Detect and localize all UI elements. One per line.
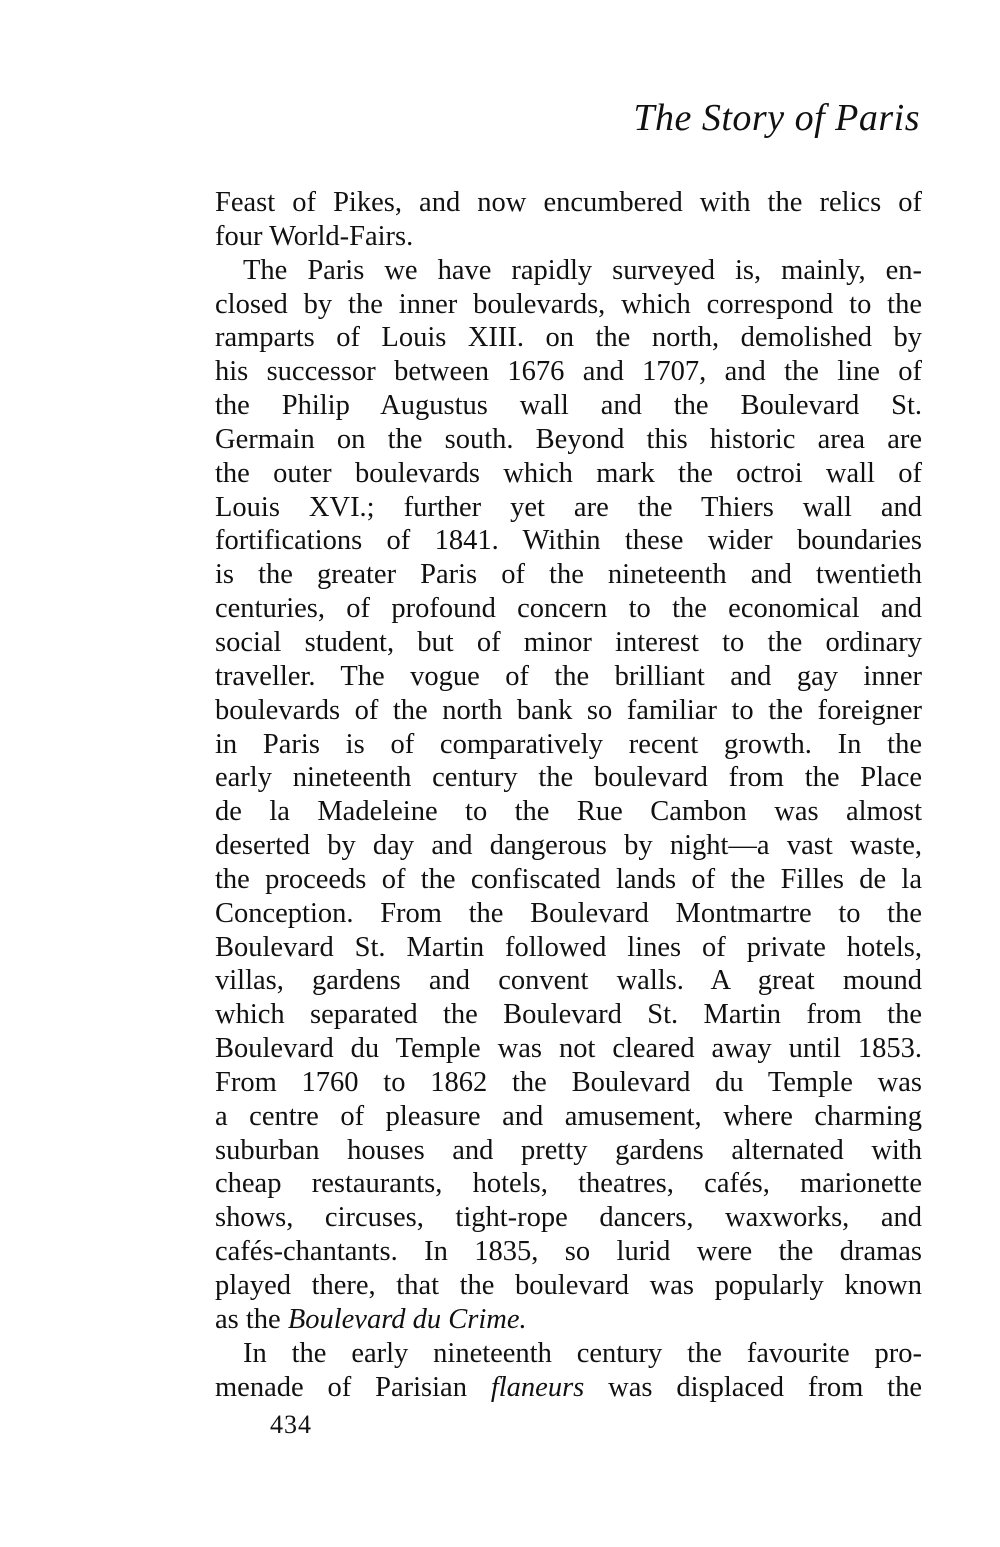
text-segment: is the greater Paris of the nineteenth and twentieth: [215, 559, 922, 591]
text-segment: Louis XVI.; further yet are the Thiers wall and: [215, 491, 922, 523]
text-line: [215, 998, 922, 1032]
text-segment: The Paris we have rapidly surveyed is, mainly, en-: [243, 254, 922, 286]
text-line: [215, 897, 922, 931]
text-segment: cheap restaurants, hotels, theatres, cafés, marionette: [215, 1168, 922, 1200]
text-line: [215, 1269, 922, 1303]
text-line: [215, 355, 922, 389]
text-line: [215, 1201, 922, 1235]
text-segment: was displaced from the: [584, 1371, 922, 1403]
text-line: [215, 220, 922, 254]
text-segment: Boulevard du Temple was not cleared away until 1853.: [215, 1033, 922, 1065]
text-line: [215, 1167, 922, 1201]
text-segment: closed by the inner boulevards, which correspond to the: [215, 288, 922, 320]
italic-text: flaneurs: [490, 1371, 585, 1403]
text-segment: shows, circuses, tight-rope dancers, waxworks, and: [215, 1202, 922, 1234]
text-line: [215, 558, 922, 592]
text-line: [215, 1371, 922, 1405]
text-segment: the Philip Augustus wall and the Boulevard St.: [215, 390, 922, 422]
text-line: [215, 423, 922, 457]
text-segment: the proceeds of the confiscated lands of the Filles de la: [215, 863, 922, 895]
text-line: [215, 288, 922, 322]
text-line: [215, 761, 922, 795]
text-segment: four World-Fairs.: [215, 220, 414, 252]
text-segment: as the: [215, 1303, 288, 1335]
text-segment: a centre of pleasure and amusement, where charming: [215, 1100, 922, 1132]
text-line: [215, 1134, 922, 1168]
text-line: [215, 457, 922, 491]
text-line: [215, 829, 922, 863]
text-line: [215, 1337, 922, 1371]
text-line: [215, 728, 922, 762]
text-line: [215, 389, 922, 423]
text-line: [215, 321, 922, 355]
text-line: [215, 592, 922, 626]
text-line: [215, 254, 922, 288]
text-segment: villas, gardens and convent walls. A great mound: [215, 965, 922, 997]
text-segment: traveller. The vogue of the brilliant and gay inner: [215, 660, 922, 692]
body-text: [215, 186, 922, 1404]
text-segment: From 1760 to 1862 the Boulevard du Temple was: [215, 1066, 922, 1098]
text-segment: social student, but of minor interest to the ordinary: [215, 626, 922, 658]
text-segment: Boulevard St. Martin followed lines of private hotels,: [215, 931, 922, 963]
text-segment: Germain on the south. Beyond this historic area are: [215, 423, 922, 455]
text-segment: menade of Parisian: [215, 1371, 491, 1403]
text-segment: which separated the Boulevard St. Martin from the: [215, 999, 922, 1031]
text-line: [215, 694, 922, 728]
text-segment: his successor between 1676 and 1707, and the line of: [215, 356, 922, 388]
text-segment: early nineteenth century the boulevard from the Place: [215, 762, 922, 794]
text-line: [215, 863, 922, 897]
text-line: [215, 1235, 922, 1269]
text-segment: played there, that the boulevard was popularly known: [215, 1270, 922, 1301]
text-segment: In the early nineteenth century the favourite pro-: [243, 1337, 922, 1369]
text-line: [215, 660, 922, 694]
text-segment: suburban houses and pretty gardens alternated with: [215, 1134, 922, 1166]
text-line: [215, 1032, 922, 1066]
text-segment: ramparts of Louis XIII. on the north, demolished by: [215, 322, 922, 354]
text-segment: the outer boulevards which mark the octroi wall of: [215, 457, 922, 489]
text-line: [215, 626, 922, 660]
text-segment: Feast of Pikes, and now encumbered with the relics of: [215, 187, 922, 218]
text-segment: Conception. From the Boulevard Montmartre to the: [215, 897, 922, 929]
text-line: [215, 1303, 922, 1337]
text-line: [215, 186, 922, 220]
italic-text: Boulevard du Crime.: [287, 1303, 527, 1335]
text-line: [215, 931, 922, 965]
text-line: [215, 491, 922, 525]
text-line: [215, 1066, 922, 1100]
text-line: [215, 964, 922, 998]
text-segment: centuries, of profound concern to the economical and: [215, 593, 922, 625]
text-line: [215, 1100, 922, 1134]
text-segment: boulevards of the north bank so familiar to the foreigner: [215, 694, 922, 726]
page-number: 434: [270, 1410, 312, 1439]
text-segment: deserted by day and dangerous by night—a vast waste,: [215, 830, 922, 862]
running-header: The Story of Paris: [633, 97, 920, 139]
text-line: [215, 795, 922, 829]
text-segment: de la Madeleine to the Rue Cambon was almost: [215, 796, 922, 828]
text-line: [215, 524, 922, 558]
text-segment: cafés-chantants. In 1835, so lurid were the dramas: [215, 1236, 922, 1268]
text-segment: in Paris is of comparatively recent growth. In the: [215, 728, 922, 760]
text-segment: fortifications of 1841. Within these wider boundaries: [215, 525, 922, 557]
